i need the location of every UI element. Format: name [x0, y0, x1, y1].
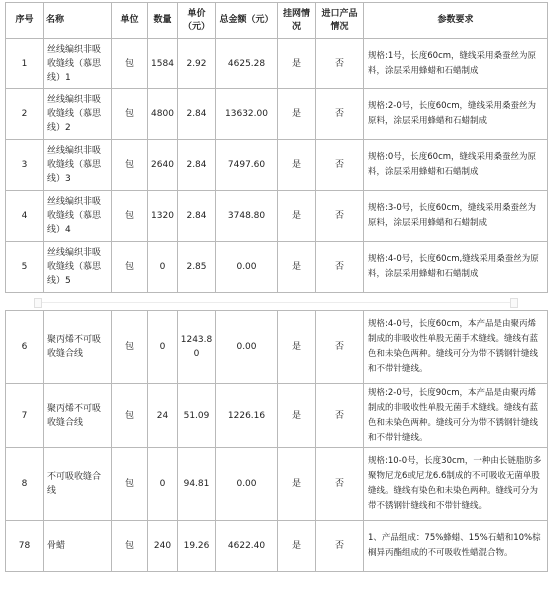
table-row — [6, 89, 548, 140]
cell-qty: 1584 — [148, 39, 178, 89]
cell-import: 否 — [316, 242, 364, 293]
cell-name: 不可吸收缝合线 — [44, 448, 112, 521]
header-unit: 单位 — [112, 3, 148, 39]
table-row — [6, 39, 548, 89]
cell-unit: 包 — [112, 448, 148, 521]
page-break-line — [40, 302, 512, 303]
cell-qty: 4800 — [148, 89, 178, 140]
header-qty: 数量 — [148, 3, 178, 39]
cell-spec: 规格:0号，长度60cm，缝线采用桑蚕丝为原料，涂层采用蜂蜡和石蜡制成 — [364, 140, 548, 191]
cell-import: 否 — [316, 311, 364, 384]
cell-hang: 是 — [278, 89, 316, 140]
cell-spec: 1、产品组成：75%蜂蜡、15%石蜡和10%棕榈异丙酯组成的不可吸收性蜡混合物。 — [364, 521, 548, 572]
table-row — [6, 448, 548, 521]
cell-name: 丝线编织非吸收缝线（慕思线）1 — [44, 39, 112, 89]
cell-unit: 包 — [112, 242, 148, 293]
cell-total: 4622.40 — [216, 521, 278, 572]
cell-name: 聚丙烯不可吸收缝合线 — [44, 311, 112, 384]
cell-unit: 包 — [112, 311, 148, 384]
cell-price: 2.84 — [178, 191, 216, 242]
cell-hang: 是 — [278, 39, 316, 89]
cell-spec: 规格:4-0号，长度60cm，本产品是由聚丙烯制成的非吸收性单股无菌手术缝线。缝线有蓝色和未染色两种。缝线可分为带不锈钢针缝线和不带针缝线。 — [364, 311, 548, 384]
cell-price: 94.81 — [178, 448, 216, 521]
cell-total: 3748.80 — [216, 191, 278, 242]
header-name: 名称 — [44, 3, 112, 39]
cell-seq: 3 — [6, 140, 44, 191]
cell-hang: 是 — [278, 384, 316, 448]
cell-import: 否 — [316, 89, 364, 140]
cell-qty: 0 — [148, 242, 178, 293]
cell-hang: 是 — [278, 448, 316, 521]
cell-spec: 规格:3-0号，长度60cm，缝线采用桑蚕丝为原料，涂层采用蜂蜡和石蜡制成 — [364, 191, 548, 242]
cell-seq: 1 — [6, 39, 44, 89]
cell-qty: 0 — [148, 448, 178, 521]
header-total: 总金额（元） — [216, 3, 278, 39]
cell-spec: 规格:2-0号，长度60cm，缝线采用桑蚕丝为原料，涂层采用蜂蜡和石蜡制成 — [364, 89, 548, 140]
cell-price: 2.85 — [178, 242, 216, 293]
header-price: 单价（元） — [178, 3, 216, 39]
cell-import: 否 — [316, 384, 364, 448]
table-row — [6, 384, 548, 448]
cell-total: 7497.60 — [216, 140, 278, 191]
table-row — [6, 311, 548, 384]
cell-total: 0.00 — [216, 448, 278, 521]
cell-qty: 240 — [148, 521, 178, 572]
table-row — [6, 140, 548, 191]
cell-seq: 4 — [6, 191, 44, 242]
cell-spec: 规格:2-0号，长度90cm，本产品是由聚丙烯制成的非吸收性单股无菌手术缝线。缝线有蓝色和未染色两种。缝线可分为带不锈钢针缝线和不带针缝线。 — [364, 384, 548, 448]
cell-seq: 6 — [6, 311, 44, 384]
cell-total: 13632.00 — [216, 89, 278, 140]
page-break-mark-left — [34, 298, 42, 308]
cell-unit: 包 — [112, 89, 148, 140]
cell-total: 4625.28 — [216, 39, 278, 89]
cell-price: 2.84 — [178, 140, 216, 191]
cell-seq: 2 — [6, 89, 44, 140]
cell-import: 否 — [316, 140, 364, 191]
table-row — [6, 242, 548, 293]
cell-name: 丝线编织非吸收缝线（慕思线）3 — [44, 140, 112, 191]
cell-name: 丝线编织非吸收缝线（慕思线）2 — [44, 89, 112, 140]
cell-unit: 包 — [112, 521, 148, 572]
cell-unit: 包 — [112, 384, 148, 448]
cell-hang: 是 — [278, 311, 316, 384]
cell-unit: 包 — [112, 140, 148, 191]
cell-total: 1226.16 — [216, 384, 278, 448]
cell-seq: 7 — [6, 384, 44, 448]
cell-seq: 8 — [6, 448, 44, 521]
cell-hang: 是 — [278, 140, 316, 191]
cell-unit: 包 — [112, 191, 148, 242]
cell-name: 丝线编织非吸收缝线（慕思线）4 — [44, 191, 112, 242]
header-import: 进口产品情况 — [316, 3, 364, 39]
cell-seq: 5 — [6, 242, 44, 293]
cell-hang: 是 — [278, 191, 316, 242]
cell-spec: 规格:4-0号，长度60cm,缝线采用桑蚕丝为原料，涂层采用蜂蜡和石蜡制成 — [364, 242, 548, 293]
cell-name: 骨蜡 — [44, 521, 112, 572]
cell-qty: 2640 — [148, 140, 178, 191]
page-break — [0, 296, 552, 310]
cell-price: 2.92 — [178, 39, 216, 89]
cell-price: 2.84 — [178, 89, 216, 140]
cell-name: 聚丙烯不可吸收缝合线 — [44, 384, 112, 448]
cell-name: 丝线编织非吸收缝线（慕思线）5 — [44, 242, 112, 293]
cell-import: 否 — [316, 191, 364, 242]
page-break-mark-right — [510, 298, 518, 308]
cell-import: 否 — [316, 521, 364, 572]
table-row — [6, 191, 548, 242]
cell-price: 19.26 — [178, 521, 216, 572]
header-hang: 挂网情况 — [278, 3, 316, 39]
cell-import: 否 — [316, 39, 364, 89]
cell-hang: 是 — [278, 521, 316, 572]
cell-spec: 规格:1号，长度60cm，缝线采用桑蚕丝为原料，涂层采用蜂蜡和石蜡制成 — [364, 39, 548, 89]
cell-qty: 1320 — [148, 191, 178, 242]
cell-total: 0.00 — [216, 242, 278, 293]
header-row — [6, 3, 548, 39]
procurement-table-bottom — [5, 310, 548, 572]
procurement-table-top — [5, 2, 548, 293]
cell-price: 1243.80 — [178, 311, 216, 384]
header-spec: 参数要求 — [364, 3, 548, 39]
cell-seq: 78 — [6, 521, 44, 572]
cell-total: 0.00 — [216, 311, 278, 384]
cell-qty: 0 — [148, 311, 178, 384]
cell-unit: 包 — [112, 39, 148, 89]
cell-price: 51.09 — [178, 384, 216, 448]
cell-import: 否 — [316, 448, 364, 521]
cell-hang: 是 — [278, 242, 316, 293]
header-seq: 序号 — [6, 3, 44, 39]
cell-qty: 24 — [148, 384, 178, 448]
cell-spec: 规格:10-0号，长度30cm，一种由长链脂肪多聚物尼龙6或尼龙6.6制成的不可吸收无菌单股缝线。缝线有染色和未染色两种。缝线可分为带不锈钢针缝线和不带针缝线。 — [364, 448, 548, 521]
table-row — [6, 521, 548, 572]
